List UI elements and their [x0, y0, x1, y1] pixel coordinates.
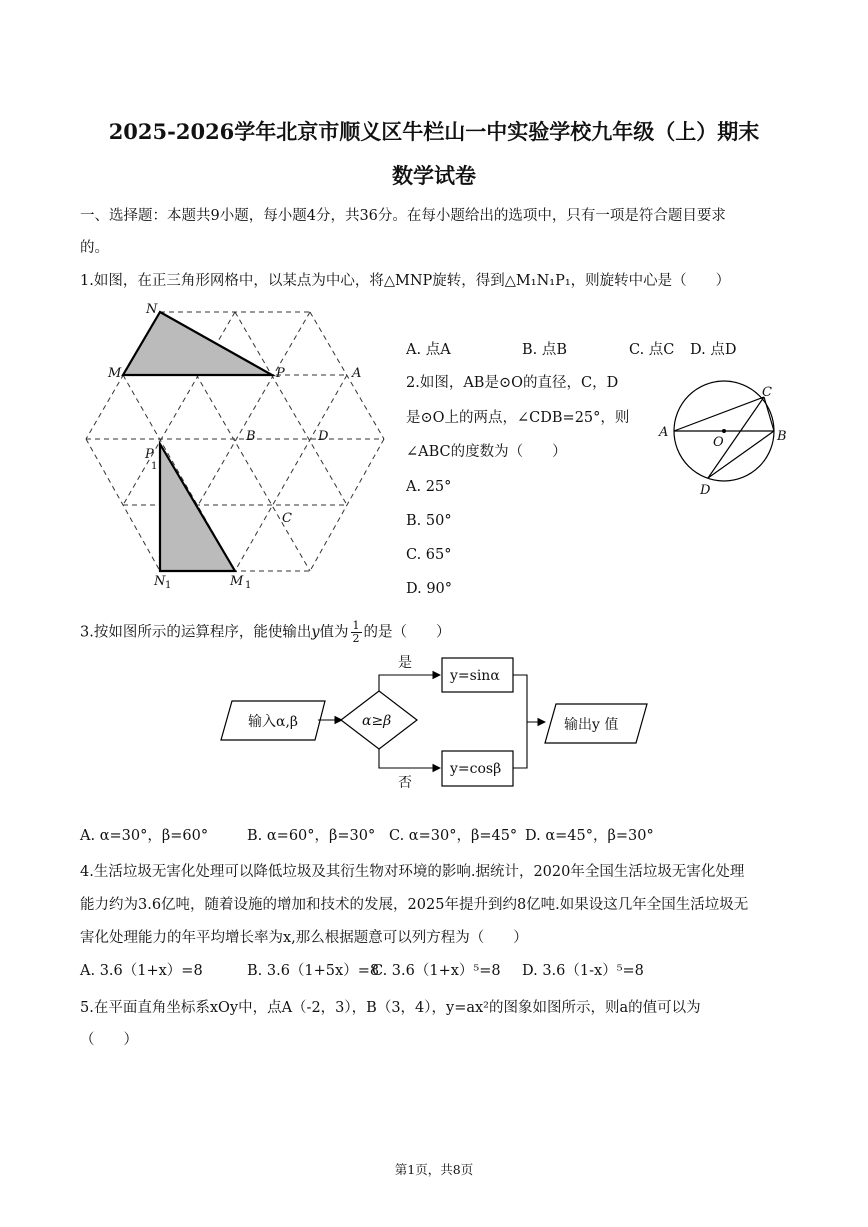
q1-option-b: B. 点B — [522, 342, 568, 358]
q3-option-d: D. α=45°，β=30° — [525, 828, 654, 844]
q1-option-a: A. 点A — [406, 342, 451, 358]
q1-triangle-grid-figure — [80, 300, 400, 600]
q2-option-a: A. 25° — [406, 479, 452, 495]
q4-stem-line2: 能力约为3.6亿吨，随着设施的增加和技术的发展，2025年提升到约8亿吨.如果设这几年全国生活垃圾无 — [80, 897, 749, 913]
q4-option-b: B. 3.6（1+5x）=8 — [247, 963, 380, 979]
q3-option-c: C. α=30°，β=45° — [389, 828, 518, 844]
q2-option-d: D. 90° — [406, 581, 453, 597]
q1-triangle-mnp — [123, 312, 272, 375]
q3-fraction — [351, 620, 362, 645]
q3-flowchart — [215, 648, 655, 798]
q3-stem-post: 的是（ ） — [363, 624, 451, 641]
q2-label-a: A — [659, 425, 669, 440]
q5-stem-line2: （ ） — [80, 1032, 138, 1048]
q3-output-label: 输出y 值 — [564, 717, 619, 733]
q1-label-m1: M — [230, 574, 244, 589]
q2-label-b: B — [777, 429, 787, 444]
q4-option-d: D. 3.6（1-x）⁵=8 — [522, 963, 644, 979]
q1-label-m: M — [108, 366, 122, 381]
q1-label-p: P — [276, 366, 285, 381]
q1-label-n1-sub: 1 — [165, 580, 172, 591]
q1-grid-lines — [86, 312, 384, 571]
q2-circle-figure — [650, 370, 800, 500]
q1-label-p1: P — [145, 447, 154, 462]
q3-stem-pre: 3.按如图所示的运算程序，能使输出 — [80, 624, 312, 641]
q4-option-a: A. 3.6（1+x）=8 — [80, 963, 203, 979]
section1-intro-line1: 一、选择题：本题共9小题，每小题4分，共36分。在每小题给出的选项中，只有一项是符合题目要求 — [80, 208, 726, 224]
q4-stem-line3: 害化处理能力的年平均增长率为x,那么根据题意可以列方程为（ ） — [80, 930, 528, 946]
exam-title-line1: 2025-2026学年北京市顺义区牛栏山一中实验学校九年级（上）期末 — [108, 119, 760, 144]
q1-label-p1-sub: 1 — [151, 461, 158, 472]
q2-option-b: B. 50° — [406, 513, 452, 529]
q5-stem-line1: 5.在平面直角坐标系xOy中，点A（-2，3），B（3，4），y=ax²的图象如图所示，则a的值可以为 — [80, 1000, 701, 1016]
q3-yes-box-label: y=sinα — [450, 668, 500, 684]
q3-input-label: 输入α,β — [248, 714, 298, 730]
q3-option-b: B. α=60°，β=30° — [247, 828, 376, 844]
q2-stem-line2: 是⊙O上的两点，∠CDB=25°，则 — [406, 410, 630, 426]
q1-label-c: C — [282, 511, 292, 526]
q1-label-a: A — [352, 366, 362, 381]
page-footer: 第1页，共8页 — [394, 1162, 474, 1177]
q2-label-c: C — [762, 385, 772, 400]
q3-stem — [80, 620, 451, 645]
q2-stem-line3: ∠ABC的度数为（ ） — [406, 444, 567, 460]
exam-title-line2: 数学试卷 — [392, 163, 476, 188]
q3-yes-label: 是 — [398, 655, 412, 671]
q2-label-o: O — [713, 435, 724, 450]
q3-no-box-label: y=cosβ — [450, 761, 502, 777]
q3-stem-mid: 值为 — [319, 624, 349, 641]
q3-no-label: 否 — [398, 775, 412, 791]
q1-label-d: D — [318, 429, 329, 444]
q1-stem: 1.如图，在正三角形网格中，以某点为中心，将△MNP旋转，得到△M₁N₁P₁，则旋转中心是（ ） — [80, 273, 731, 289]
q1-triangle-m1n1p1 — [160, 444, 235, 571]
q3-fraction-numerator: 1 — [352, 619, 360, 632]
q3-fraction-denominator: 2 — [352, 632, 360, 645]
q2-label-d: D — [700, 483, 711, 498]
q1-option-c: C. 点C — [629, 342, 675, 358]
q4-stem-line1: 4.生活垃圾无害化处理可以降低垃圾及其衍生物对环境的影响.据统计，2020年全国生活垃圾无害化处理 — [80, 864, 745, 880]
q3-option-a: A. α=30°，β=60° — [80, 828, 209, 844]
q1-label-n1: N — [154, 574, 166, 589]
q1-label-n: N — [146, 302, 158, 317]
q3-stem-var: y — [311, 624, 320, 641]
q1-option-d: D. 点D — [690, 342, 737, 358]
q4-option-c: C. 3.6（1+x）⁵=8 — [372, 963, 501, 979]
section1-intro-line2: 的。 — [80, 240, 109, 256]
q3-condition-label: α≥β — [362, 713, 392, 729]
q1-label-m1-sub: 1 — [245, 580, 252, 591]
q2-option-c: C. 65° — [406, 547, 452, 563]
q2-stem-line1: 2.如图，AB是⊙O的直径，C，D — [406, 375, 619, 391]
q1-label-b: B — [246, 429, 256, 444]
